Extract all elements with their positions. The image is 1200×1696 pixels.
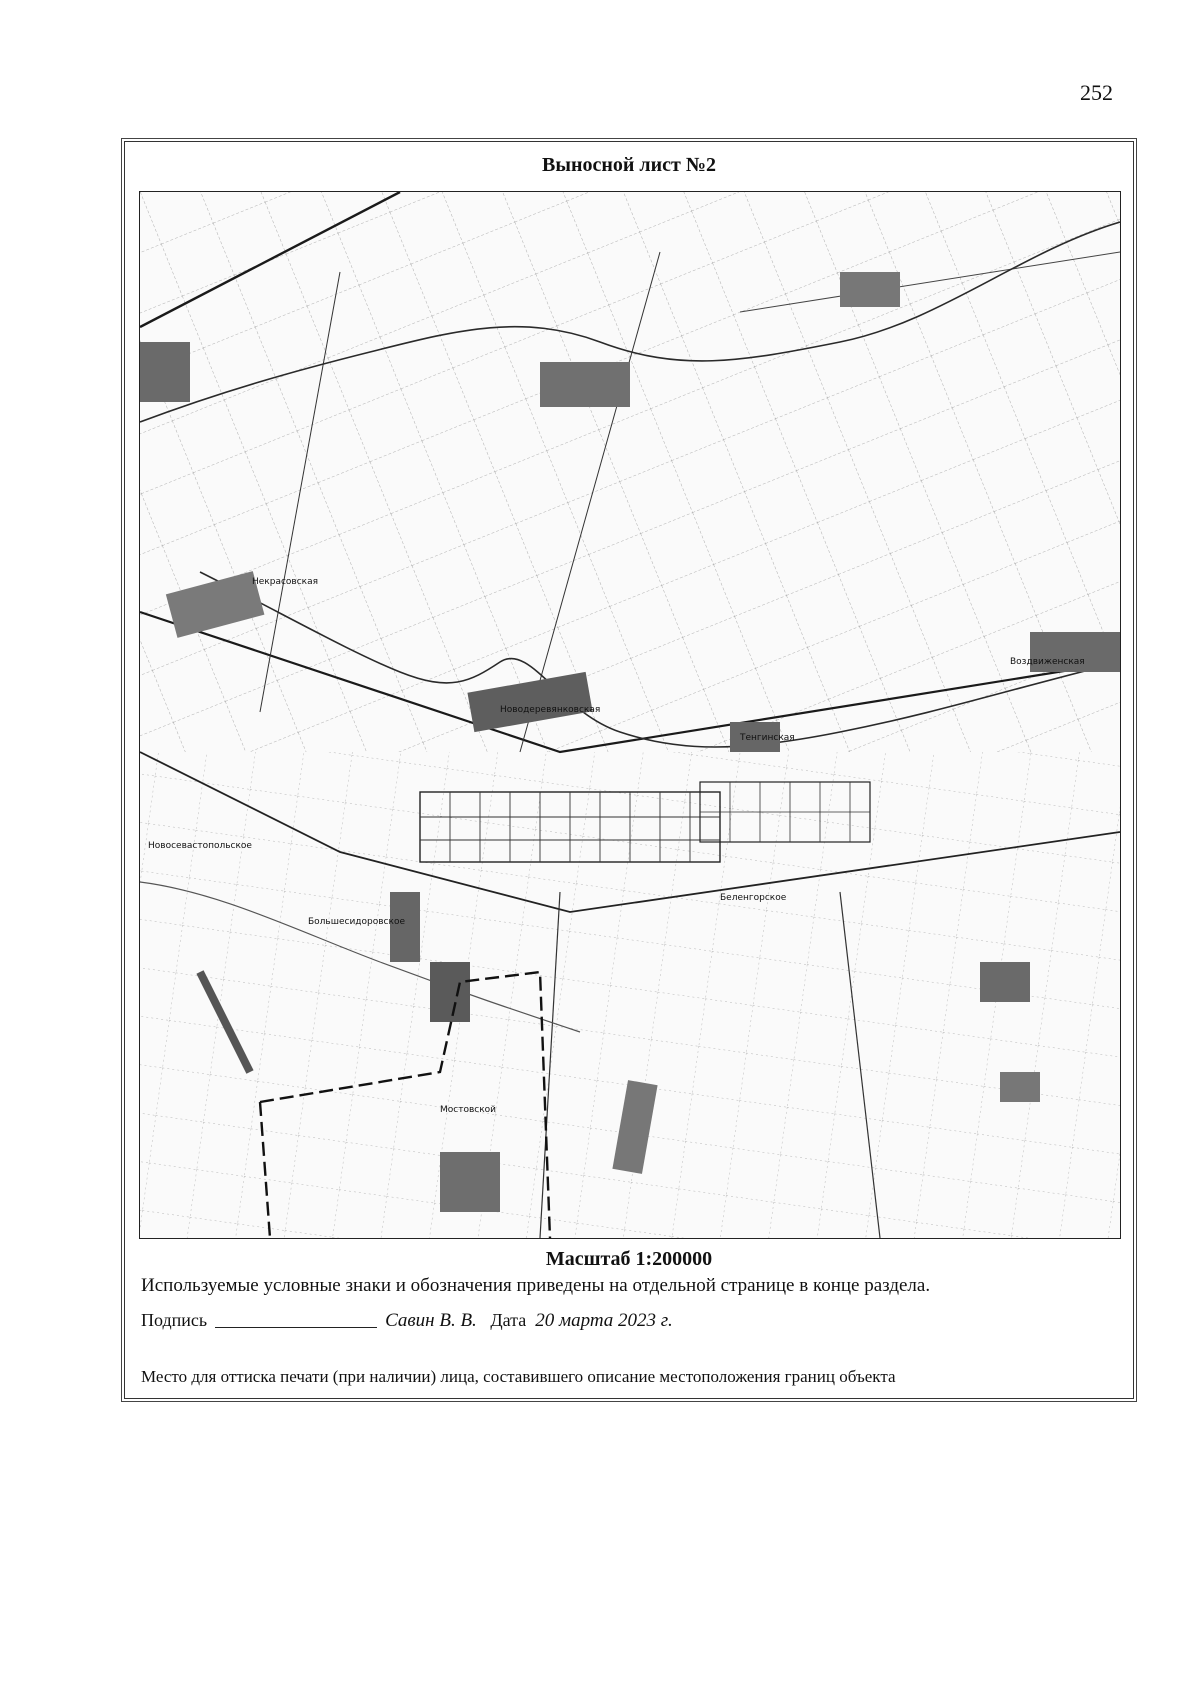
sheet-title: Выносной лист №2 — [542, 154, 716, 176]
signature-row — [141, 1310, 673, 1332]
stamp-note: Место для оттиска печати (при наличии) лица, составившего описание местоположения границ объекта — [141, 1367, 896, 1386]
signer-name: Савин В. В. — [385, 1310, 477, 1331]
map-label: Тенгинская — [740, 733, 795, 743]
map-label: Новосевастопольское — [148, 841, 252, 851]
map-drawing — [140, 192, 1120, 1238]
date-value: 20 марта 2023 г. — [535, 1310, 673, 1331]
page-number: 252 — [1080, 80, 1113, 105]
settlement-north — [540, 362, 630, 407]
signature-line — [215, 1327, 377, 1328]
sheet-frame — [124, 141, 1134, 1399]
settlement-bolshesidorovskoe — [390, 892, 420, 962]
map-label: Беленгорское — [720, 893, 787, 903]
map-label: Воздвиженская — [1010, 657, 1085, 667]
signature-label: Подпись — [141, 1310, 208, 1330]
map-label: Новодеревянковская — [500, 705, 601, 715]
settlement-west — [140, 342, 190, 402]
date-label: Дата — [490, 1310, 527, 1330]
legend-note: Используемые условные знаки и обозначения приведены на отдельной странице в конце раздела. — [141, 1275, 931, 1296]
map-scale: Масштаб 1:200000 — [545, 1248, 713, 1270]
map-label: Мостовской — [440, 1105, 497, 1115]
topographic-map — [139, 191, 1121, 1239]
map-label: Большесидоровское — [308, 917, 405, 927]
settlement-northeast — [840, 272, 900, 307]
map-label: Некрасовская — [252, 577, 319, 587]
